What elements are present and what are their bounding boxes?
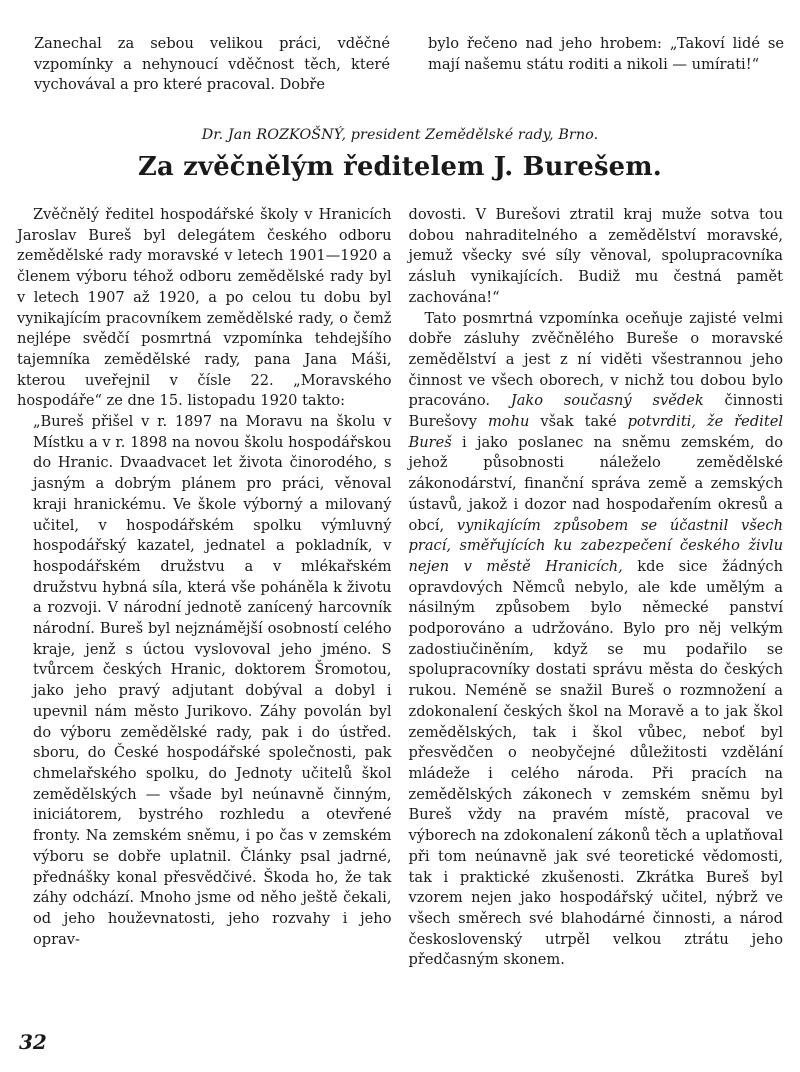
closing-text-a: Tato posmrtná vzpomínka oceňuje zajisté velmi dobře zásluhy zvěčnělého Bureše o moravské zemědělství a jest z ní viděti všestrannou jeho činnost ve všech oborech, v nichž tou dobou bylo pracováno. [408,309,783,410]
right-column [409,205,784,971]
quoted-memorial: „Bureš přišel v r. 1897 na Moravu na školu v Místku a v r. 1898 na novou školu hospodářskou do Hranic. Dvaadvacet let života činorodého, s jasným a dobrým plánem pro práci, věnoval kraji hranickému. Ve škole výborný a milovaný učitel, v hospodářském spolku výmluvný hospodářský kazatel, jednatel a pokladník, v hospodářském družstvu a v mlékařském družstvu hybná síla, která vše poháněla k životu a rozvoji. V národní jednotě zanícený harcovník národní. Bureš byl nejznámější osobností celého kraje, jenž s úctou vyslovoval jeho jméno. S tvůrcem českých Hranic, doktorem Šromotou, jako jeho pravý adjutant dobýval a dobyl i upevnil nám město Jurikovo. Záhy povolán byl do výboru zemědělské rady, pak i do ústřed. sboru, do České hospodářské společnosti, pak chmelařského spolku, do Jednoty učitelů škol zemědělských — všade byl neúnavně činným, iniciátorem, bystrého rozhledu a otevřené fronty. Na zemském sněmu, i po čas v zemském výboru se dobře uplatnil. Články psal jadrné, přednášky konal přesvědčivé. Škoda ho, že tak záhy odchází. Mnoho jsme od něho ještě čekali, od jeho houževnatosti, jeho rozvahy i jeho oprav- [33,413,392,948]
top-left-text: Zanechal za sebou velikou práci, vděčné vzpomínky a nehynoucí vděčnost těch, které vychovával a pro které pracoval. Dobře [34,35,390,94]
closing-emphasis-1: Jako současný svědek [510,392,704,410]
closing-paragraph [409,309,784,972]
top-right-column [428,34,784,96]
closing-emphasis-2: mohu [487,413,530,431]
author-byline: Dr. Jan ROZKOŠNÝ, president Zemědělské rady, Brno. [201,127,599,143]
closing-text-c: však také [540,413,617,431]
intro-paragraph: Zvěčnělý ředitel hospodářské školy v Hranicích Jaroslav Bureš byl delegátem českého odboru zemědělské rady moravské v letech 1901—1920 a členem výboru téhož odboru zemědělské rady byl v letech 1907 až 1920, a po celou tu dobu byl vynikajícím pracovníkem zemědělské rady, o čemž nejlépe svědčí posmrtná vzpomínka tehdejšího tajemníka zemědělské rady, pana Jana Máši, kterou uveřejnil v čísle 22. „Moravského hospodáře“ ze dne 15. listopadu 1920 takto: [17,206,392,410]
previous-article-ending [34,34,784,96]
quote-continuation: dovosti. V Burešovi ztratil kraj muže sotva tou dobou nahraditelného a zemědělství moravské, jemuž všecky své síly věnoval, spolupracovníka zásluh vynikajících. Budiž mu čestná pamět zachována!“ [408,206,783,306]
article-title: Za zvěčnělým ředitelem J. Burešem. [138,152,662,182]
page-number: 32 [19,1030,47,1054]
closing-text-e: kde sice žádných opravdových Němců nebylo, ale kde umělým a násilným způsobem bylo německé panství podporováno a udržováno. Bylo pro něj velkým zadostiučiněním, když se mu podařilo se spolupracovníky dostati správu města do českých rukou. Neméně se snažil Bureš o rozmnožení a zdokonalení českých škol na Moravě a to jak škol zemědělských, tak i škol vůbec, neboť byl přesvědčen o neobyčejné důležitosti vzdělání mládeže i celého národa. Při pracích na zemědělských zákonech v zemském sněmu byl Bureš vždy na pravém místě, pracoval ve výborech na zdokonalení zákonů těch a uplatňoval při tom neúnavně jak své teoretické vědomosti, tak i praktické zkušenosti. Zkrátka Bureš byl vzorem nejen jako hospodářský učitel, nýbrž ve všech směrech své blahodárné činnosti, a národ československý utrpěl velkou ztrátu jeho předčasným skonem. [408,557,784,969]
closing-text-d: i jako poslanec na sněmu zemském, do jehož působnosti náleželo zemědělské zákonodárství, finanční správa země a zemských ústavů, jakož i dozor nad hospodařením okresů a obcí, [408,433,783,534]
article-body [17,205,783,971]
closing-emphasis-3: potvrditi, že ředitel Bureš [408,413,784,451]
left-column [17,205,392,971]
top-left-column [34,34,390,96]
closing-emphasis-4: vynikajícím způsobem se účastnil všech prací, směřujících ku zabezpečení českého živlu nejen v městě Hranicích, [408,516,783,575]
top-right-text: bylo řečeno nad jeho hrobem: „Takoví lidé se mají našemu státu roditi a nikoli — umírati!“ [428,35,784,73]
closing-text-b: činnosti Burešovy [408,392,783,431]
